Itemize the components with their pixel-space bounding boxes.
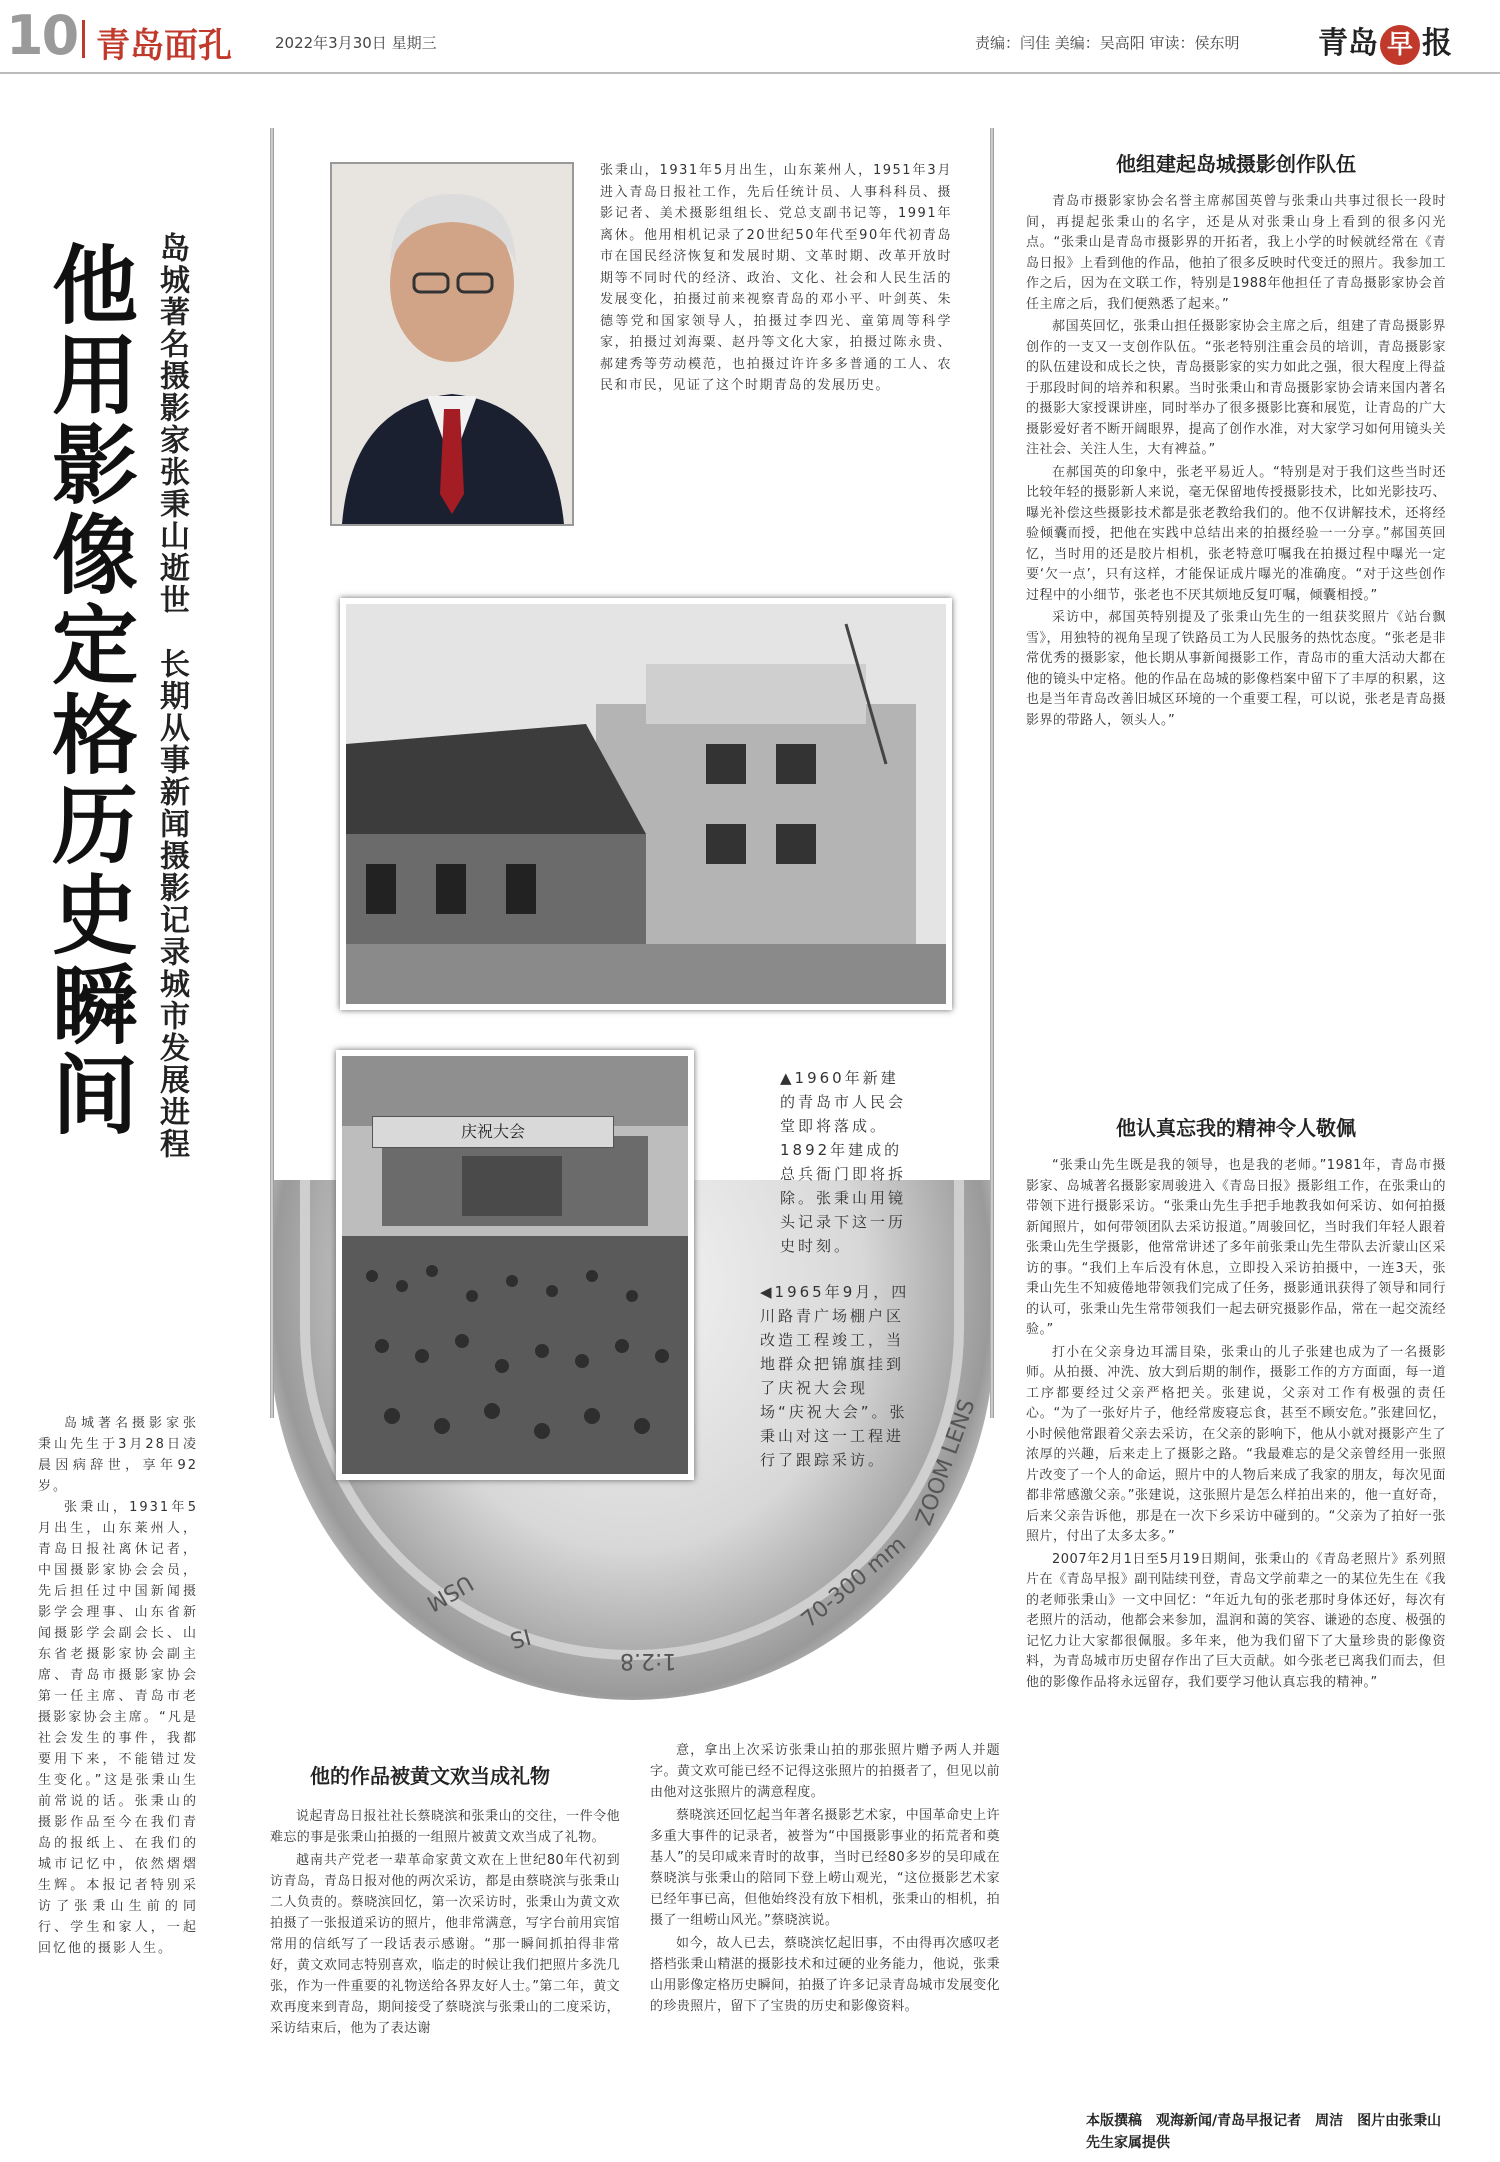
historic-building-photo — [340, 598, 952, 1010]
intro-paragraph: 张秉山，1931年5月出生，山东莱州人，青岛日报社离休记者，中国摄影家协会会员，先后担任过中国新闻摄影学会理事、山东省新闻摄影学会副会长、山东省老摄影家协会副主席、青岛市摄影家协会第一任主席、青岛市老摄影家协会主席。“凡是社会发生的事件，我都要用下来，不能错过发生变化。”这是张秉山生前常说的话。张秉山的摄影作品至今在我们青岛的报纸上、在我们的城市记忆中，依然熠熠生辉。本报记者特别采访了张秉山生前的同行、学生和家人，一起回忆他的摄影人生。 — [38, 1500, 198, 1956]
subheadline: 岛城著名摄影家张秉山逝世 长期从事新闻摄影记录城市发展进程 — [154, 232, 189, 1160]
issue-date: 2022年3月30日 星期三 — [275, 34, 437, 52]
logo-mark: 早 — [1380, 25, 1420, 65]
section-1-body — [1026, 192, 1446, 1072]
bottom-paragraph: 说起青岛日报社社长蔡晓滨和张秉山的交往，一件令他难忘的事是张秉山拍摄的一组照片被黄文欢当成了礼物。 — [270, 1809, 620, 1845]
section-title-1: 他组建起岛城摄影创作队伍 — [1116, 152, 1356, 176]
frame-right-rail — [990, 128, 994, 1418]
intro-column — [38, 1413, 198, 2133]
section-2-body — [1026, 1156, 1446, 2096]
lens-text-aperture: 1:2.8 — [620, 1648, 677, 1673]
bottom-paragraph: 如今，故人已去，蔡晓滨忆起旧事，不由得再次感叹老搭档张秉山精湛的摄影技术和过硬的业务能力，他说，张秉山用影像定格历史瞬间，拍摄了许多记录青岛城市发展变化的珍贵照片，留下了宝贵的历史和影像资料。 — [650, 1936, 1000, 2014]
bottom-paragraph: 越南共产党老一辈革命家黄文欢在上世纪80年代初到访青岛，青岛日报对他的两次采访，都是由蔡晓滨与张秉山二人负责的。蔡晓滨回忆，第一次采访时，张秉山为黄文欢拍摄了一张报道采访的照片，他非常满意，写字台前用宾馆常用的信纸写了一段话表示感谢。“那一瞬间抓拍得非常好，黄文欢同志特别喜欢，临走的时候让我们把照片多洗几张，作为一件重要的礼物送给各界友好人士。”第二年，黄文欢再度来到青岛，期间接受了蔡晓滨与张秉山的二度采访，采访结束后，他为了表达谢 — [270, 1853, 620, 2036]
bio-text: 张秉山，1931年5月出生，山东莱州人，1951年3月进入青岛日报社工作，先后任统计员、人事科科员、摄影记者、美术摄影组组长、党总支副书记等，1991年离休。他用相机记录了20世纪50年代至90年代初青岛市在国民经济恢复和发展时期、文革时期、改革开放时期等不同时代的经济、政治、文化、社会和人民生活的发展变化，拍摄过前来视察青岛的邓小平、叶剑英、朱德等党和国家领导人，拍摄过李四光、童第周等科学家，拍摄过刘海粟、赵丹等文化大家，拍摄过陈永贵、郝建秀等劳动模范，也拍摄过许许多多普通的工人、农民和市民，见证了这个时期青岛的发展历史。 — [600, 163, 952, 393]
bottom-paragraph: 意，拿出上次采访张秉山拍的那张照片赠予两人并题字。黄文欢可能已经不记得这张照片的拍摄者了，但见以前由他对这张照片的满意程度。 — [650, 1743, 1000, 1800]
byline: 本版撰稿 观海新闻/青岛早报记者 周洁 图片由张秉山先生家属提供 — [1086, 2113, 1442, 2151]
page-number: 10 — [6, 4, 78, 67]
bottom-paragraph: 蔡晓滨还回忆起当年著名摄影艺术家，中国革命史上许多重大事件的记录者，被誉为“中国摄影事业的拓荒者和奠基人”的吴印咸来青时的故事，当时已经80多岁的吴印咸在蔡晓滨与张秉山的陪同下登上崂山观光，“这位摄影艺术家已经年事已高，但他始终没有放下相机，张秉山的相机，拍摄了一组崂山风光。”蔡晓滨说。 — [650, 1808, 1000, 1928]
header-divider — [82, 20, 85, 58]
frame-left-rail — [270, 128, 274, 1418]
portrait-figure — [332, 164, 572, 524]
section-2-paragraph: “张秉山先生既是我的领导，也是我的老师。”1981年，青岛市摄影家、岛城著名摄影家周骏进入《青岛日报》摄影组工作，在张秉山的带领下进行摄影采访。“张秉山先生手把手地教我如何采访、如何拍摄新闻照片，如何带领团队去采访报道。”周骏回忆，当时我们年轻人跟着张秉山先生学摄影，他常常讲述了多年前张秉山先生带队去沂蒙山区采访的事。“我们上车后没有休息，立即投入采访拍摄中，一连3天，张秉山先生不知疲倦地带领我们完成了任务，摄影通讯获得了领导和同行的认可，张秉山先生常带领我们一起去研究摄影作品，常在一起交流经验。” — [1026, 1158, 1446, 1337]
logo-text-right: 报 — [1422, 26, 1452, 61]
photo1-caption: ▲1960年新建的青岛市人民会堂即将落成。1892年建成的总兵衙门即将拆除。张秉山用镜头记录下这一历史时刻。 — [780, 1069, 907, 1255]
lens-text-usm: USM — [422, 1569, 478, 1616]
section-1-paragraph: 在郝国英的印象中，张老平易近人。“特别是对于我们这些当时还比较年轻的摄影新人来说，毫无保留地传授摄影技术，比如光影技巧、曝光补偿这些摄影技术都是张老教给我们的。他不仅讲解技术，还将经验倾囊而授，把他在实践中总结出来的拍摄经验一一分享。”郝国英回忆，当时用的还是胶片相机，张老特意叮嘱我在拍摄过程中曝光一定要‘欠一点’，只有这样，才能保证成片曝光的准确度。“对于这些创作过程中的小细节，张老也不厌其烦地反复叮嘱，倾囊相授。” — [1026, 464, 1446, 603]
meeting-banner: 庆祝大会 — [372, 1116, 614, 1148]
logo-text-left: 青岛 — [1318, 26, 1378, 61]
section-2-paragraph: 2007年2月1日至5月19日期间，张秉山的《青岛老照片》系列照片在《青岛早报》副刊陆续刊登，青岛文学前辈之一的某位先生在《我的老师张秉山》一文中回忆：“年近九旬的张老那时身体还好，每次有老照片的活动，他都会来参加，温润和蔼的笑容、谦逊的态度、极强的记忆力让大家都很佩服。多年来，他为我们留下了大量珍贵的影像资料，为青岛城市历史留存作出了巨大贡献。如今张老已离我们而去，但他的影像作品将永远留存，我们要学习他认真忘我的精神。” — [1026, 1551, 1446, 1690]
lens-text-focal: 70-300 mm — [796, 1531, 911, 1634]
section-title: 青岛面孔 — [96, 26, 232, 66]
section-title-3: 他的作品被黄文欢当成礼物 — [310, 1764, 550, 1788]
bottom-column-2 — [650, 1740, 1000, 2158]
building-illustration — [346, 604, 946, 1004]
newspaper-logo — [1318, 18, 1452, 65]
lens-text-is: IS — [507, 1622, 534, 1653]
editor-credits: 责编：闫佳 美编：吴高阳 审读：侯东明 — [975, 34, 1240, 52]
headline: 他用影像定格历史瞬间 — [37, 240, 138, 1140]
section-2-paragraph: 打小在父亲身边耳濡目染，张秉山的儿子张建也成为了一名摄影师。从拍摄、冲洗、放大到后期的制作，摄影工作的方方面面，每一道工序都要经过父亲严格把关。张建说，父亲对工作有极强的责任心。“为了一张好片子，他经常废寝忘食，甚至不顾安危。”张建回忆，小时候他常跟着父亲去采访，在父亲的影响下，他从小就对摄影产生了浓厚的兴趣，后来走上了摄影之路。“我最难忘的是父亲曾经用一张照片改变了一个人的命运，照片中的人物后来成了我家的朋友，每次见面都非常感激父亲。”张建说，这张照片是怎么样拍出来的，他一直好奇，后来父亲告诉他，那是在一次下乡采访中碰到的。“父亲为了拍好一张照片，付出了太多太多。” — [1026, 1344, 1446, 1544]
section-title-2: 他认真忘我的精神令人敬佩 — [1116, 1116, 1356, 1140]
portrait-photo — [330, 162, 574, 526]
photo2-caption: ◀1965年9月，四川路青广场棚户区改造工程竣工，当地群众把锦旗挂到了庆祝大会现场“庆祝大会”。张秉山对这一工程进行了跟踪采访。 — [760, 1283, 910, 1469]
bottom-column-1 — [270, 1806, 620, 2156]
section-1-paragraph: 青岛市摄影家协会名誉主席郝国英曾与张秉山共事过很长一段时间，再提起张秉山的名字，还是从对张秉山身上看到的很多闪光点。“张秉山是青岛市摄影界的开拓者，我上小学的时候就经常在《青岛日报》上看到他的作品，他拍了很多反映时代变迁的照片。我参加工作之后，因为在文联工作，特别是1988年他担任了青岛摄影家协会首任主席之后，我们便熟悉了起来。” — [1026, 194, 1446, 312]
section-1-paragraph: 郝国英回忆，张秉山担任摄影家协会主席之后，组建了青岛摄影界创作的一支又一支创作队伍。“张老特别注重会员的培训，青岛摄影家的队伍建设和成长之快，青岛摄影家的实力如此之强，很大程度上得益于那段时间的培养和积累。当时张秉山和青岛摄影家协会请来国内著名的摄影大家授课讲座，同时举办了很多摄影比赛和展览，让青岛的广大摄影爱好者不断开阔眼界，提高了创作水准，对大家学习如何用镜头关注社会、关注人生，大有裨益。” — [1026, 319, 1446, 457]
lens-text-zoom: ZOOM LENS — [911, 1396, 981, 1529]
section-1-paragraph: 采访中，郝国英特别提及了张秉山先生的一组获奖照片《站台飘雪》，用独特的视角呈现了铁路员工为人民服务的热忱态度。“张老是非常优秀的摄影家，他长期从事新闻摄影工作，青岛市的重大活动大都在他的镜头中定格。他的作品在岛城的影像档案中留下了丰厚的积累，这也是当年青岛改善旧城区环境的一个重要工程，可以说，张老是青岛摄影界的带路人，领头人。” — [1026, 610, 1446, 728]
intro-paragraph: 岛城著名摄影家张秉山先生于3月28日凌晨因病辞世，享年92岁。 — [38, 1416, 198, 1494]
celebration-meeting-photo — [336, 1050, 694, 1480]
